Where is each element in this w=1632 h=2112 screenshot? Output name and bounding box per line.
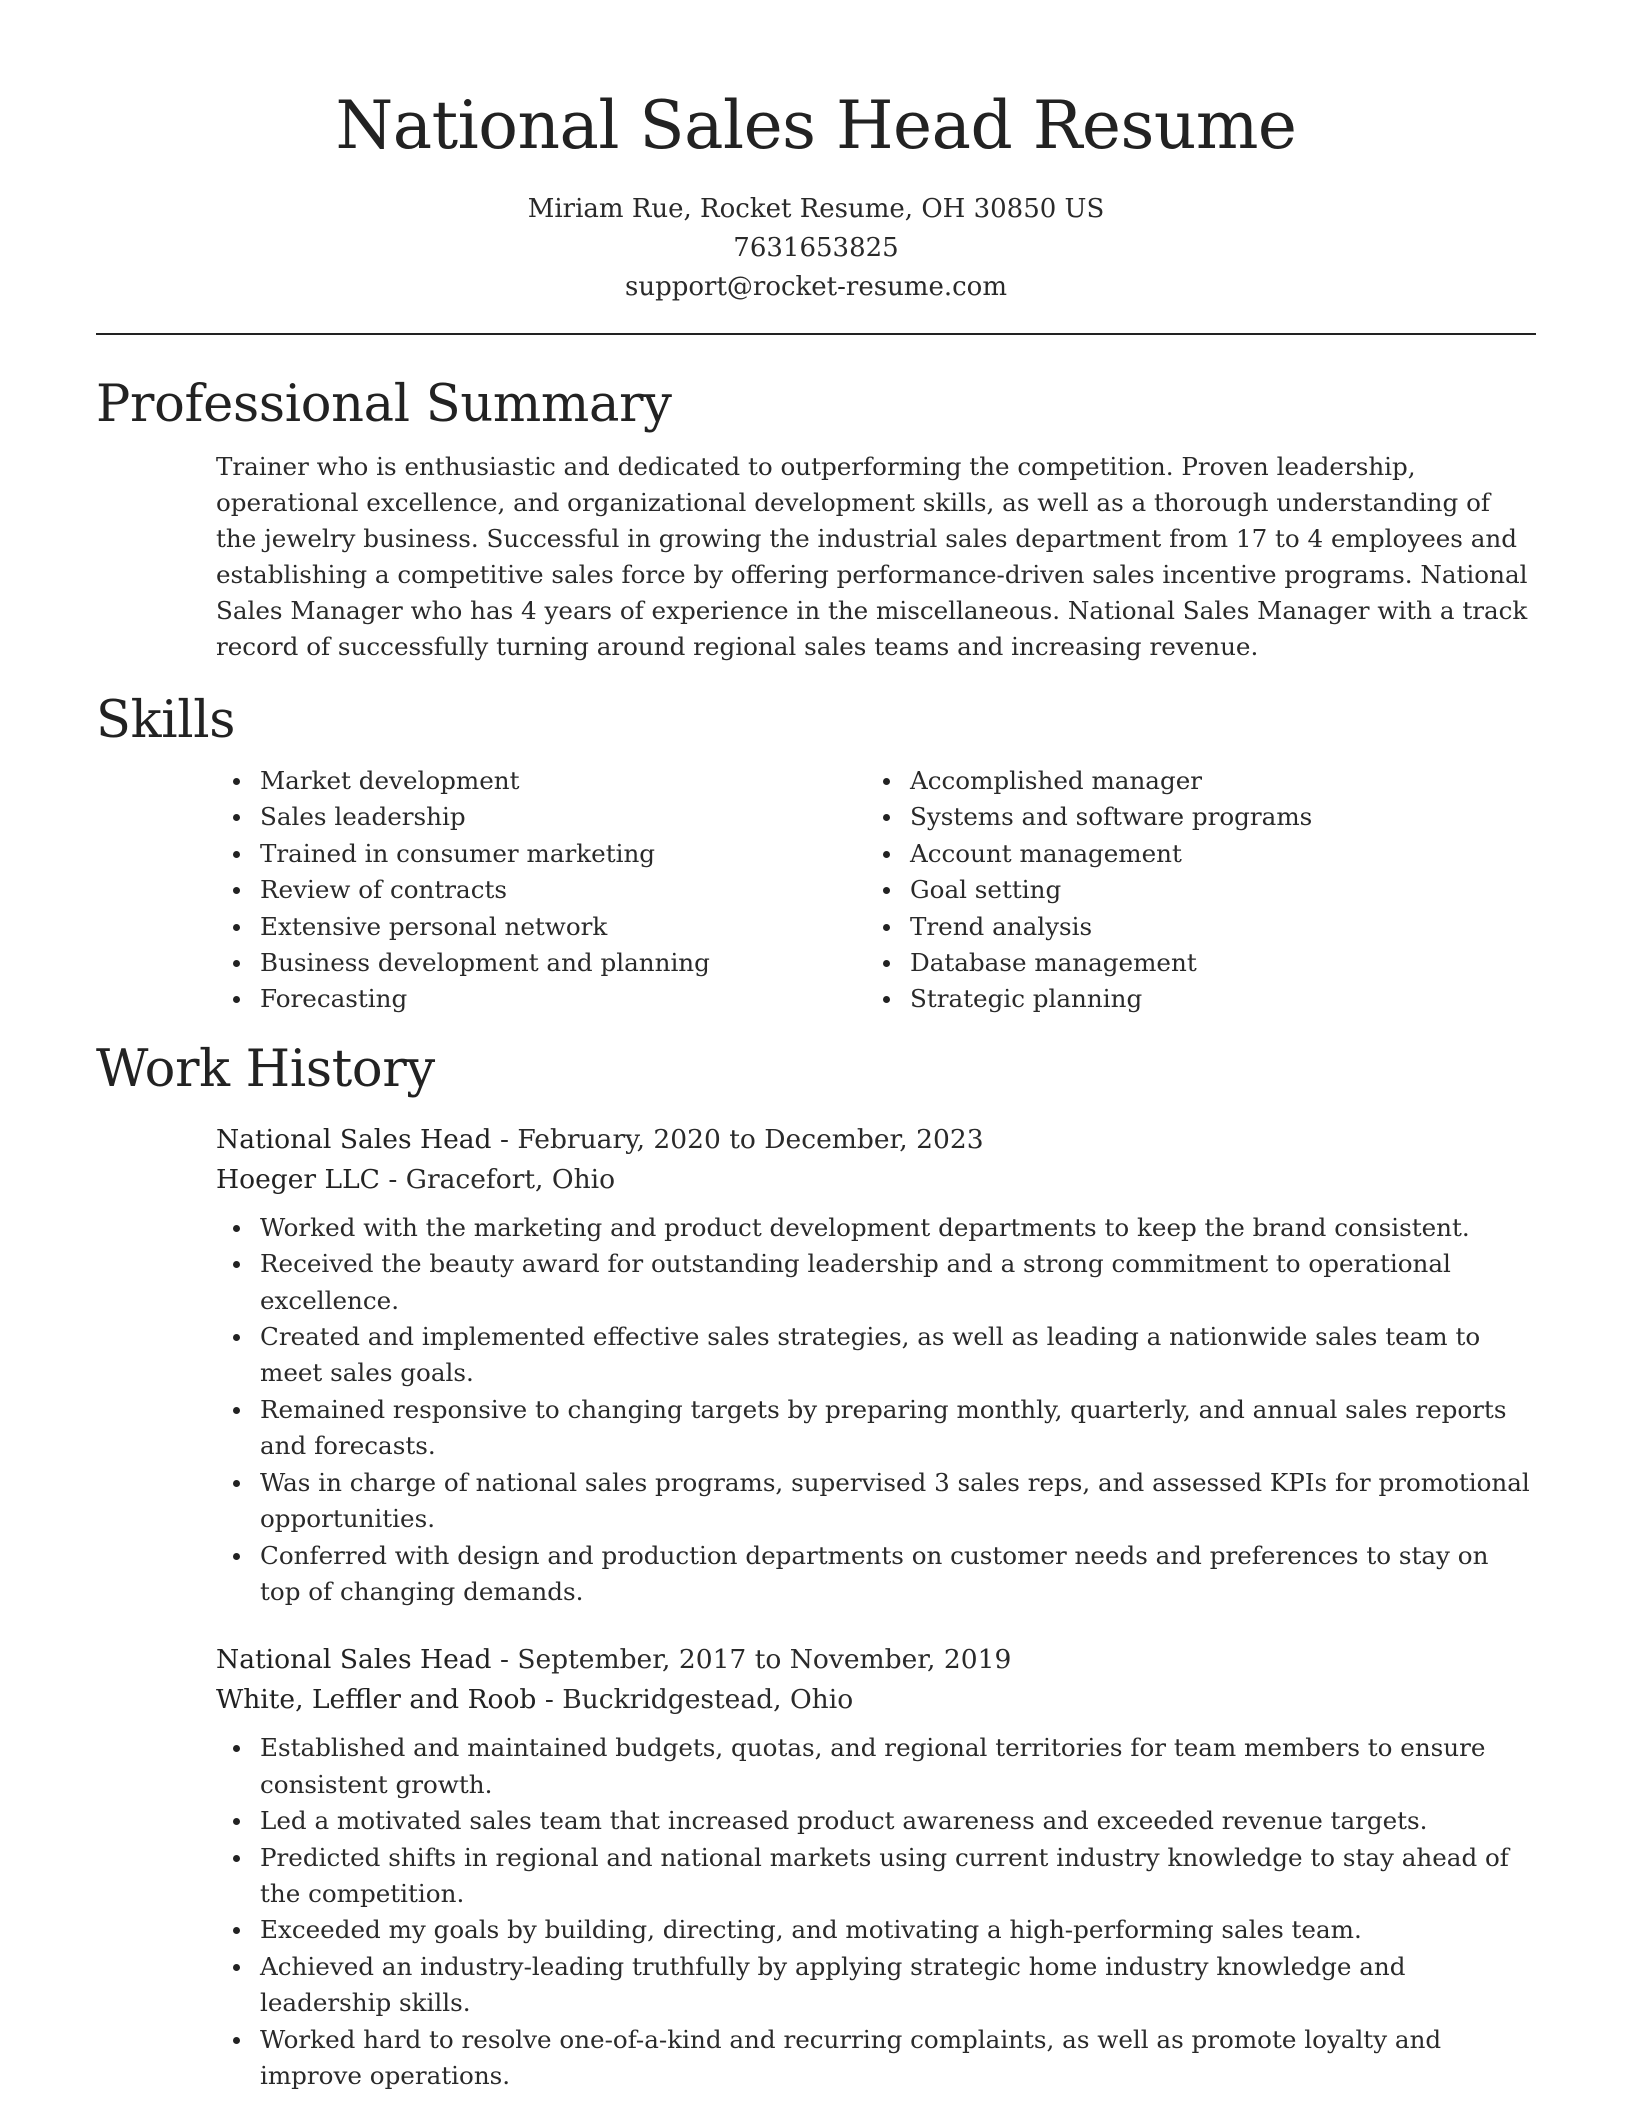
skill-item: Strategic planning [866,981,1516,1017]
job-title-line [216,1640,1536,1680]
contact-phone: 7631653825 [733,233,899,263]
skill-item: Database management [866,945,1516,981]
contact-email: support@rocket-resume.com [624,272,1007,302]
skill-item: Accomplished manager [866,763,1516,799]
job-company-line [216,1160,1536,1200]
job-location: - Buckridgestead, Ohio [536,1684,854,1716]
skills-list [216,763,1536,1018]
job-dates: - February, 2020 to December, 2023 [491,1123,984,1155]
duty-item: Received the beauty award for outstanding leadership and a strong commitment to operational excellence. [216,1246,1536,1319]
skill-item: Trend analysis [866,909,1516,945]
job-location: - Gracefort, Ohio [379,1163,616,1195]
duty-item: Led a motivated sales team that increased product awareness and exceeded revenue targets. [216,1803,1536,1839]
duty-item: Predicted shifts in regional and national markets using current industry knowledge to stay ahead of the competition. [216,1840,1536,1913]
job-duties [216,1210,1536,1610]
skills-column-left [216,763,866,1018]
job-title-line [216,1120,1536,1160]
job-company-line [216,1680,1536,1720]
work-history-heading: Work History [96,1039,435,1099]
resume-page [96,0,1536,2094]
resume-title: National Sales Head Resume [335,87,1297,164]
skill-item: Forecasting [216,981,866,1017]
duty-item: Established and maintained budgets, quotas, and regional territories for team members to ensure consistent growth. [216,1730,1536,1803]
duty-item: Exceeded my goals by building, directing, and motivating a high-performing sales team. [216,1912,1536,1948]
skill-item: Systems and software programs [866,799,1516,835]
skill-item: Market development [216,763,866,799]
job-entry [216,1640,1536,2094]
skill-item: Account management [866,836,1516,872]
job-title: National Sales Head [216,1123,492,1155]
job-title: National Sales Head [216,1644,492,1676]
job-entry [216,1120,1536,1610]
skill-item: Review of contracts [216,872,866,908]
skill-item: Business development and planning [216,945,866,981]
summary-heading: Professional Summary [96,375,672,434]
duty-item: Remained responsive to changing targets by preparing monthly, quarterly, and annual sales reports and forecasts. [216,1392,1536,1465]
skill-item: Extensive personal network [216,909,866,945]
job-company: Hoeger LLC [216,1163,380,1195]
duty-item: Worked hard to resolve one-of-a-kind and recurring complaints, as well as promote loyalty and improve operations. [216,2022,1536,2095]
skill-item: Goal setting [866,872,1516,908]
duty-item: Created and implemented effective sales strategies, as well as leading a nationwide sales team to meet sales goals. [216,1319,1536,1392]
contact-address: Miriam Rue, Rocket Resume, OH 30850 US [527,194,1105,224]
skills-heading: Skills [96,691,236,750]
skill-item: Trained in consumer marketing [216,836,866,872]
duty-item: Worked with the marketing and product development departments to keep the brand consistent. [216,1210,1536,1246]
contact-block [96,190,1536,307]
header-divider [96,333,1536,335]
duty-item: Was in charge of national sales programs, supervised 3 sales reps, and assessed KPIs for promotional opportunities. [216,1465,1536,1538]
job-duties [216,1730,1536,2094]
duty-item: Conferred with design and production departments on customer needs and preferences to stay on top of changing demands. [216,1538,1536,1611]
skill-item: Sales leadership [216,799,866,835]
job-company: White, Leffler and Roob [216,1684,537,1716]
summary-text: Trainer who is enthusiastic and dedicated to outperforming the competition. Proven leadership, operational excellence, and organizational development skills, as well as a thorough understanding of the jewelry business. Successful in growing the industrial sales department from 17 to 4 employees and establishing a competitive sales force by offering performance-driven sales incentive programs. National Sales Manager who has 4 years of experience in the miscellaneous. National Sales Manager with a track record of successfully turning around regional sales teams and increasing revenue. [216,452,1528,661]
skills-column-right [866,763,1516,1018]
job-dates: - September, 2017 to November, 2019 [491,1644,1012,1676]
duty-item: Achieved an industry-leading truthfully by applying strategic home industry knowledge and leadership skills. [216,1949,1536,2022]
